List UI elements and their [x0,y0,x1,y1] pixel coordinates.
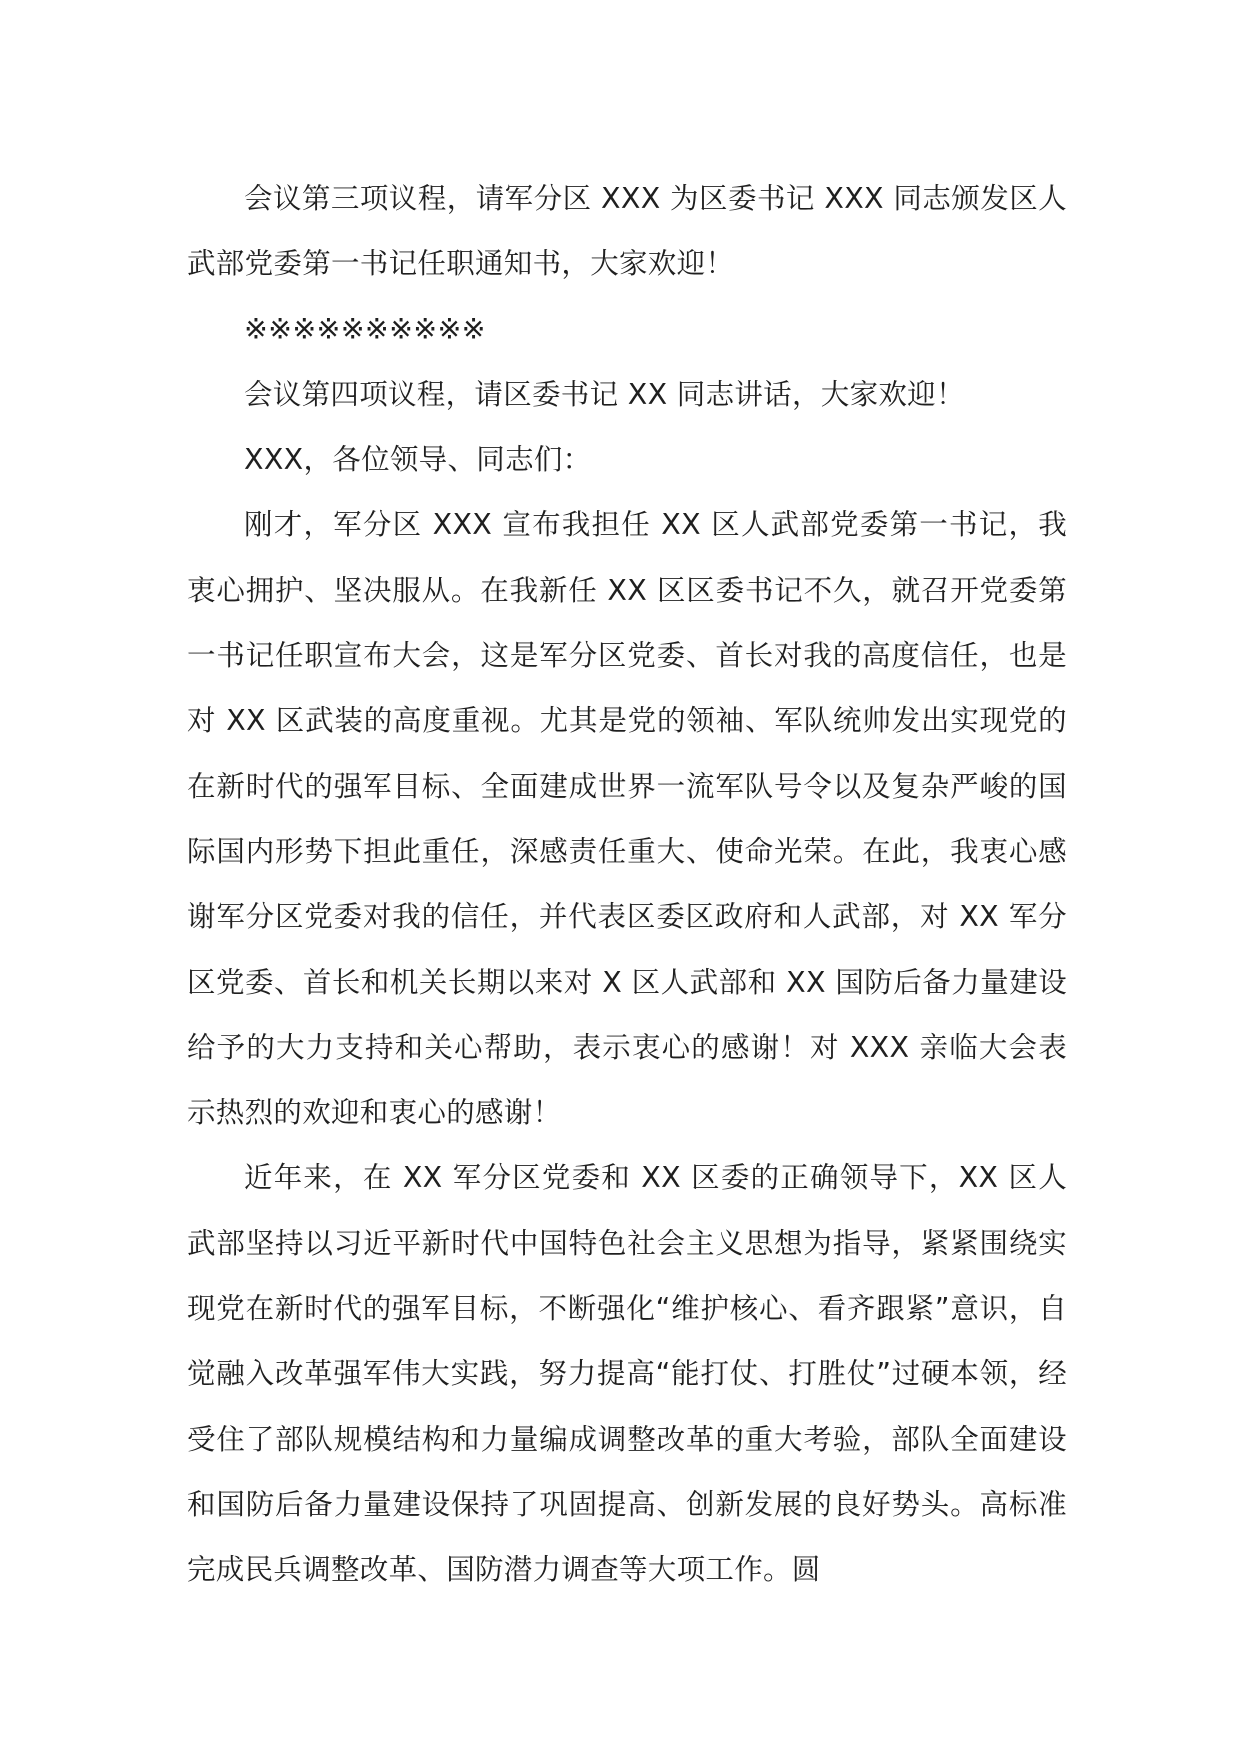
paragraph-agenda-item-3: 会议第三项议程，请军分区 XXX 为区委书记 XXX 同志颁发区人武部党委第一书记任职通知书，大家欢迎！ [187,182,1067,281]
paragraph-speech-opening: 刚才，军分区 XXX 宣布我担任 XX 区人武部党委第一书记，我衷心拥护、坚决服从。在我新任 XX 区区委书记不久，就召开党委第一书记任职宣布大会，这是军分区党委、首长对我的高度信任，也是对 XX 区武装的高度重视。尤其是党的领袖、军队统帅发出实现党的在新时代的强军目标、全面建成世界一流军队号令以及复杂严峻的国际国内形势下担此重任，深感责任重大、使命光荣。在此，我衷心感谢军分区党委对我的信任，并代表区委区政府和人武部，对 XX 军分区党委、首长和机关长期以来对 X 区人武部和 XX 国防后备力量建设给予的大力支持和关心帮助，表示衷心的感谢！对 XXX 亲临大会表示热烈的欢迎和衷心的感谢！ [187,508,1067,1130]
speech-salutation: XXX，各位领导、同志们： [244,443,592,477]
section-separator: ※※※※※※※※※※ [244,312,486,346]
paragraph-agenda-item-4: 会议第四项议程，请区委书记 XX 同志讲话，大家欢迎！ [244,377,965,411]
paragraph-recent-years: 近年来，在 XX 军分区党委和 XX 区委的正确领导下，XX 区人武部坚持以习近平新时代中国特色社会主义思想为指导，紧紧围绕实现党在新时代的强军目标，不断强化“维护核心、看齐跟紧”意识，自觉融入改革强军伟大实践，努力提高“能打仗、打胜仗”过硬本领，经受住了部队规模结构和力量编成调整改革的重大考验，部队全面建设和国防后备力量建设保持了巩固提高、创新发展的良好势头。高标准完成民兵调整改革、国防潜力调查等大项工作。圆 [187,1161,1067,1587]
document-body [187,166,1067,1603]
